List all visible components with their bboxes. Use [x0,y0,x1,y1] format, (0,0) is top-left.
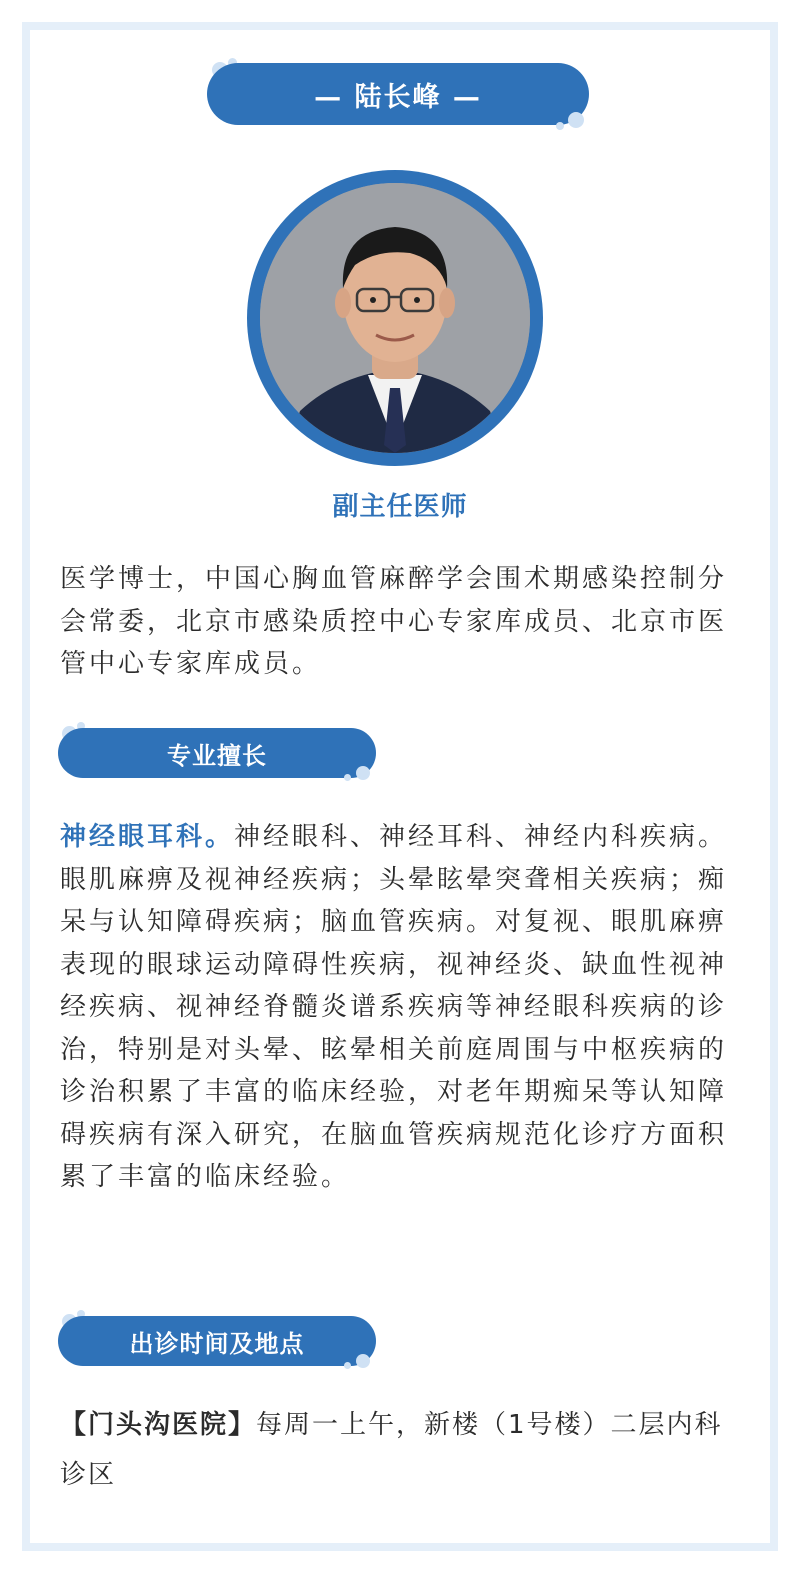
section-heading-clinic [58,1316,376,1366]
doctor-name: — 陆长峰 — [314,81,482,113]
clinic-heading: 出诊时间及地点 [129,1329,305,1358]
decor-bubble [356,766,370,780]
decor-bubble [344,774,351,781]
doctor-title: 副主任医师 [332,492,468,522]
section-heading-specialty [58,728,376,778]
doctor-name-banner [207,63,589,125]
doctor-intro: 医学博士，中国心胸血管麻醉学会围术期感染控制分会常委，北京市感染质控中心专家库成员、北京市医管中心专家库成员。 [60,564,728,679]
decor-bubble [344,1362,351,1369]
clinic-schedule: 每周一上午，新楼（1号楼）二层内科诊区 [60,1410,723,1490]
clinic-hospital: 【门头沟医院】 [60,1410,257,1440]
avatar [260,183,530,453]
specialty-heading: 专业擅长 [167,741,267,770]
specialty-text [60,816,750,1199]
clinic-info [60,1400,750,1500]
decor-bubble [356,1354,370,1368]
doctor-portrait [260,183,530,453]
specialty-body: 神经眼科、神经耳科、神经内科疾病。眼肌麻痹及视神经疾病；头晕眩晕突聋相关疾病；痴呆与认知障碍疾病；脑血管疾病。对复视、眼肌麻痹表现的眼球运动障碍性疾病，视神经炎、缺血性视神经疾病、视神经脊髓炎谱系疾病等神经眼科疾病的诊治，特别是对头晕、眩晕相关前庭周围与中枢疾病的诊治积累了丰富的临床经验，对老年期痴呆等认知障碍疾病有深入研究，在脑血管疾病规范化诊疗方面积累了丰富的临床经验。 [60,822,728,1192]
decor-bubble [556,122,564,130]
specialty-highlight: 神经眼耳科。 [60,822,235,852]
decor-bubble [568,112,584,128]
